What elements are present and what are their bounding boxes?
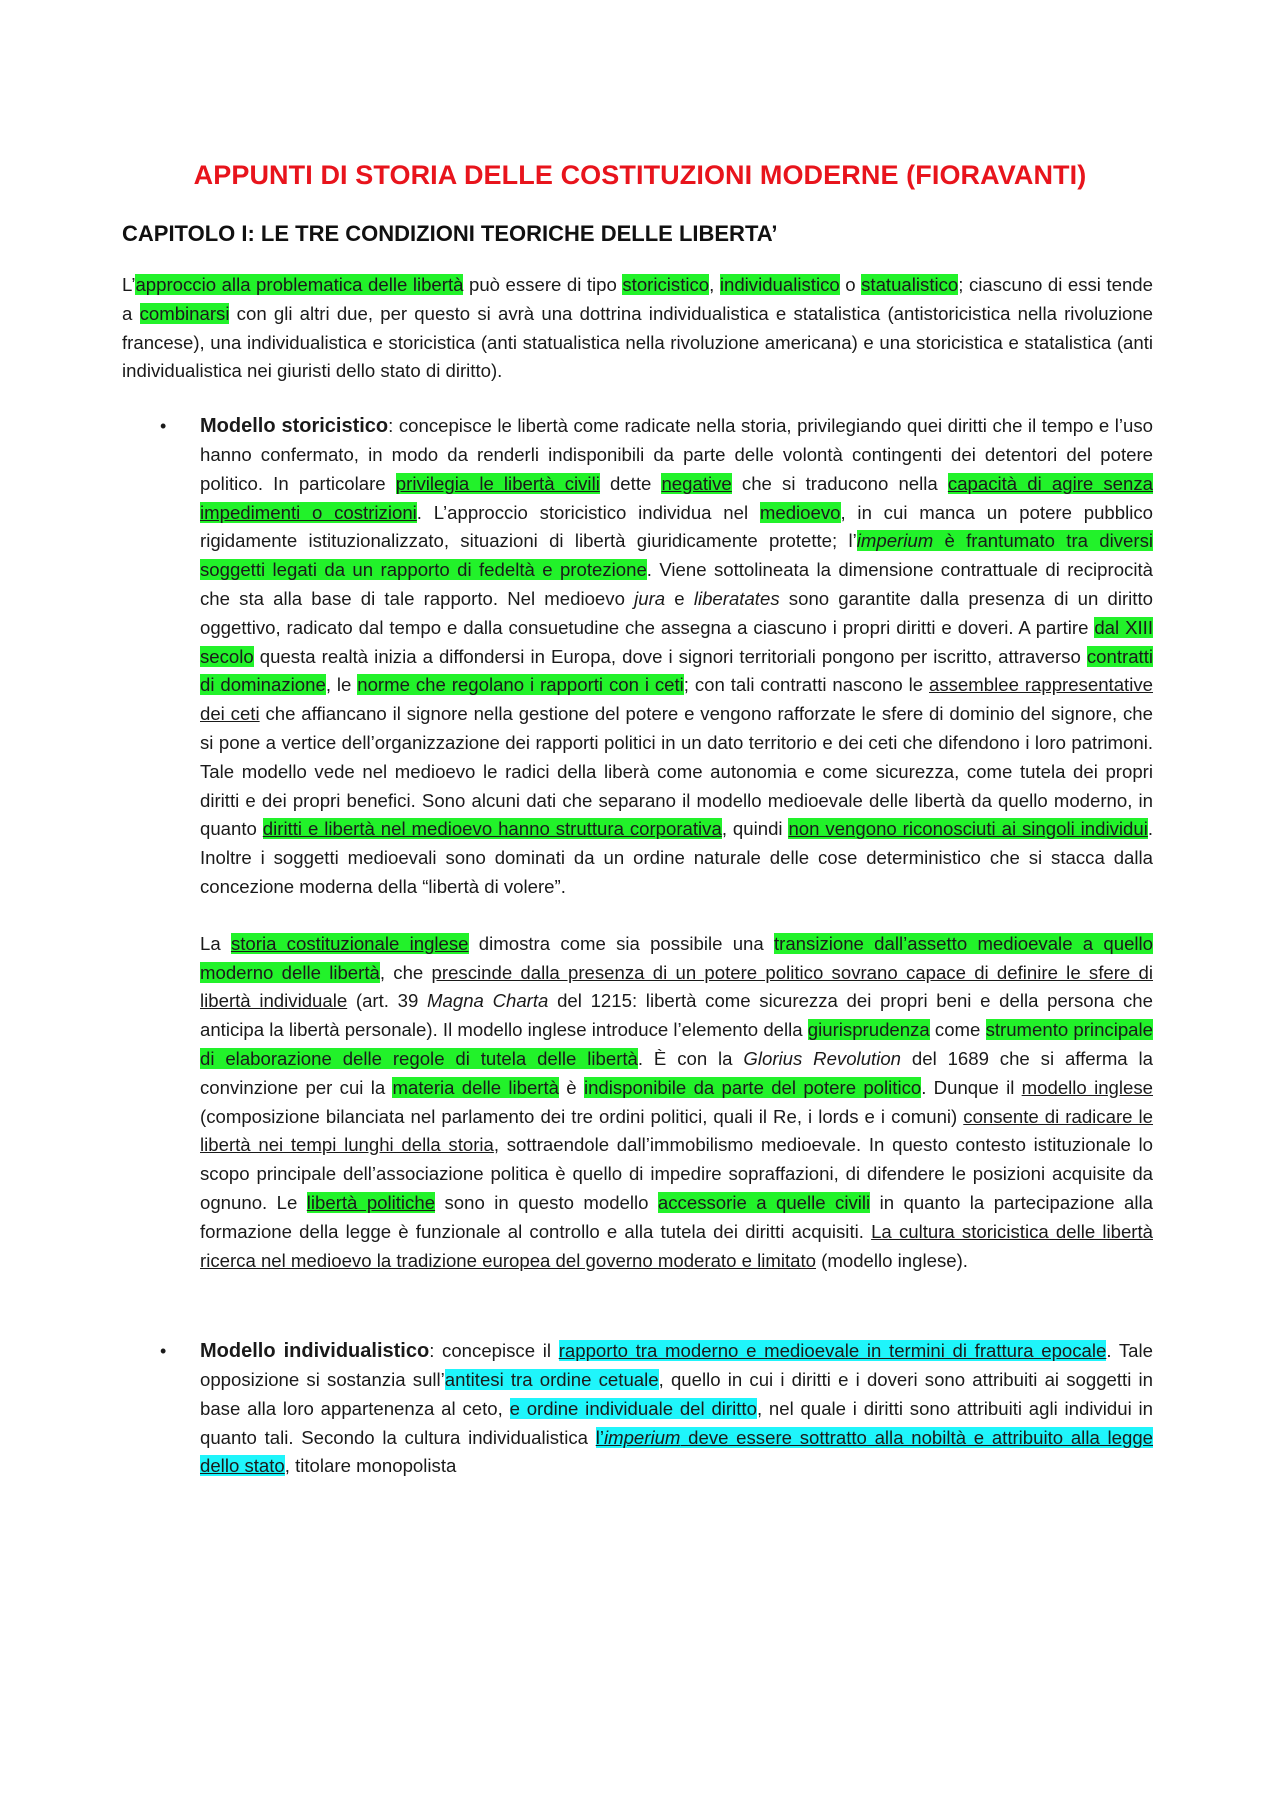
- text: dimostra come sia possibile una: [468, 932, 774, 954]
- chapter-title: CAPITOLO I: LE TRE CONDIZIONI TEORICHE DELLE LIBERTA’: [122, 221, 778, 246]
- highlight: non vengono riconosciuti ai singoli individui: [788, 818, 1148, 840]
- text: . L’approccio storicistico individua nel: [416, 501, 760, 523]
- text: , le: [325, 674, 358, 696]
- text: : concepisce il: [429, 1340, 559, 1362]
- highlight: accessorie a quelle civili: [657, 1191, 871, 1213]
- highlight: transizione dall’assetto medioevale a quello moderno delle libertà: [200, 932, 1154, 983]
- highlight: combinarsi: [139, 302, 230, 324]
- text: (art. 39: [347, 990, 428, 1012]
- document-title: APPUNTI DI STORIA DELLE COSTITUZIONI MODERNE (FIORAVANTI): [193, 160, 1087, 190]
- text: questa realtà inizia a diffondersi in Europa, dove i signori territoriali pongono per iscritto, attraverso: [253, 645, 1087, 667]
- bullet-title: Modello individualistico: [200, 1340, 430, 1363]
- highlight: rapporto tra moderno e medioevale in termini di frattura epocale: [558, 1340, 1107, 1362]
- list-item-modello-storicistico: [160, 412, 1154, 902]
- italic-text: jura: [634, 587, 666, 609]
- text: del 1689 che si afferma la convinzione per cui la: [200, 1047, 1153, 1098]
- text: . Dunque il: [921, 1076, 1022, 1098]
- text: , quello in cui i diritti e i doveri sono attribuiti ai soggetti in base alla loro appartenenza al ceto,: [200, 1369, 1153, 1419]
- highlight: diritti e libertà nel medioevo hanno struttura corporativa: [262, 818, 722, 840]
- text: in quanto la partecipazione alla formazione della legge è funzionale al controllo e alla tutela dei diritti acquisiti.: [200, 1191, 1154, 1242]
- text: sono garantite dalla presenza di un diritto oggettivo, radicato dal tempo e dalla consuetudine che assegna a ciascuno i propri diritti e doveri. A partire: [200, 587, 1153, 638]
- bullet-title: Modello storicistico: [200, 415, 389, 438]
- highlight: statualistico: [861, 274, 959, 295]
- highlight: approccio alla problematica delle libertà: [135, 274, 464, 295]
- text: , che: [379, 961, 432, 983]
- underlined-text: prescinde dalla presenza di un potere politico sovrano capace di definire le sfere di libertà individuale: [200, 961, 1153, 1012]
- text: ; con tali contratti nascono le: [683, 674, 929, 696]
- text: che affiancano il signore nella gestione del potere e vengono rafforzate le sfere di dominio del signore, che si pone a vertice dell’organizzazione dei rapporti politici in un dato territorio e dei ceti che difendono i loro patrimoni. Tale modello vede nel medioevo le radici della liberà come autonomia e come sicurezza, come tutela dei propri diritti e dei propri benefici. Sono alcuni dati che separano il modello medioevale delle libertà da quello moderno, in quanto: [200, 703, 1153, 840]
- text: può essere di tipo: [463, 274, 623, 295]
- text: del 1215: libertà come sicurezza dei propri beni e della persona che anticipa la libertà personale). Il modello inglese introduce l’elemento della: [200, 990, 1153, 1041]
- underlined-text: assemblee rappresentative dei ceti: [200, 674, 1153, 725]
- highlight: giurisprudenza: [807, 1019, 930, 1041]
- italic-text: Glorius Revolution: [743, 1047, 902, 1069]
- text: : concepisce le libertà come radicate nella storia, privilegiando quei diritti che il tempo e l’uso hanno confermato, in modo da renderli indisponibili da parte delle volontà contingenti dei detentori del potere politico. In particolare: [200, 415, 1153, 494]
- text: . Inoltre i soggetti medioevali sono dominati da un ordine naturale delle cose deterministico che si stacca dalla concezione moderna della “libertà di volere”.: [200, 818, 1153, 897]
- text: o: [839, 274, 862, 295]
- highlight: individualistico: [719, 274, 840, 295]
- highlight-italic: imperium: [856, 530, 934, 552]
- text: dette: [599, 472, 662, 494]
- highlight: deve essere sottratto alla nobiltà e attribuito alla legge dello stato: [200, 1426, 1153, 1477]
- highlight: contratti di dominazione: [200, 645, 1153, 696]
- text: e: [665, 587, 694, 609]
- highlight: capacità di agire senza impedimenti o costrizioni: [200, 472, 1154, 523]
- text: ,: [709, 274, 720, 295]
- text: con gli altri due, per questo si avrà una dottrina individualistica e statalistica (antistoricistica nella rivoluzione francese), una individualistica e storicistica (anti statualistica nella rivoluzione americana) e una storicistica e statalistica (anti individualistica nei giuristi dello stato di diritto).: [122, 302, 1153, 382]
- bullet-icon: •: [160, 416, 167, 437]
- text: , nel quale i diritti sono attribuiti agli individui in quanto tali. Secondo la cultura individualistica: [200, 1397, 1153, 1448]
- text: . È con la: [637, 1047, 744, 1069]
- highlight-italic: imperium: [603, 1426, 681, 1448]
- highlight: dal XIII secolo: [200, 616, 1153, 667]
- highlight: medioevo: [759, 501, 841, 523]
- underlined-text: consente di radicare le libertà nei tempi lunghi della storia: [200, 1105, 1153, 1156]
- text: (composizione bilanciata nel parlamento dei tre ordini politici, quali il Re, i lords e i comuni): [200, 1105, 964, 1127]
- text: , sottraendole dall’immobilismo medioevale. In questo contesto istituzionale lo scopo principale dell’associazione politica è quello di impedire sopraffazioni, di difendere le posizioni acquisite da ognuno. Le: [200, 1134, 1153, 1213]
- text: , quindi: [721, 818, 789, 840]
- text: è: [559, 1076, 584, 1098]
- highlight: è frantumato tra diversi soggetti legati da un rapporto di fedeltà e protezione: [200, 530, 1153, 581]
- intro-paragraph: [122, 271, 1153, 386]
- underlined-text: modello inglese: [1021, 1076, 1153, 1098]
- highlight: storia costituzionale inglese: [230, 932, 469, 954]
- text: ; ciascuno di essi tende a: [122, 274, 1153, 324]
- highlight: materia delle libertà: [392, 1076, 559, 1098]
- italic-text: Magna Charta: [427, 990, 549, 1012]
- text: L’: [122, 274, 136, 295]
- english-constitution-paragraph: [200, 930, 1153, 1276]
- highlight: strumento principale di elaborazione delle regole di tutela delle libertà: [200, 1019, 1153, 1069]
- text: , titolare monopolista: [284, 1455, 457, 1477]
- text: . Viene sottolineata la dimensione contrattuale di reciprocità che sta alla base di tale rapporto. Nel medioevo: [200, 559, 1153, 609]
- highlight: norme che regolano i rapporti con i ceti: [357, 674, 684, 696]
- text: come: [929, 1019, 986, 1041]
- highlight: negative: [661, 472, 732, 494]
- underlined-text: La cultura storicistica delle libertà ricerca nel medioevo la tradizione europea del governo moderato e limitato: [200, 1220, 1153, 1271]
- text: sono in questo modello: [435, 1191, 658, 1213]
- text: La: [200, 932, 231, 954]
- list-item-modello-individualistico: [160, 1337, 1153, 1481]
- highlight: indisponibile da parte del potere politico: [583, 1076, 922, 1098]
- text: che si traducono nella: [731, 472, 948, 494]
- text: , in cui manca un potere pubblico rigidamente istituzionalizzato, situazioni di libertà giuridicamente protette; l’: [200, 501, 1153, 552]
- text: (modello inglese).: [816, 1249, 968, 1271]
- text: . Tale opposizione si sostanzia sull’: [200, 1340, 1153, 1391]
- highlight: storicistico: [622, 274, 710, 295]
- highlight: antitesi tra ordine cetuale: [444, 1369, 659, 1391]
- italic-text: liberatates: [693, 587, 780, 609]
- highlight: privilegia le libertà civili: [395, 472, 600, 494]
- highlight: l’: [595, 1426, 604, 1448]
- bullet-icon: •: [160, 1341, 167, 1362]
- highlight: e ordine individuale del diritto: [509, 1397, 757, 1419]
- highlight: libertà politiche: [306, 1191, 436, 1213]
